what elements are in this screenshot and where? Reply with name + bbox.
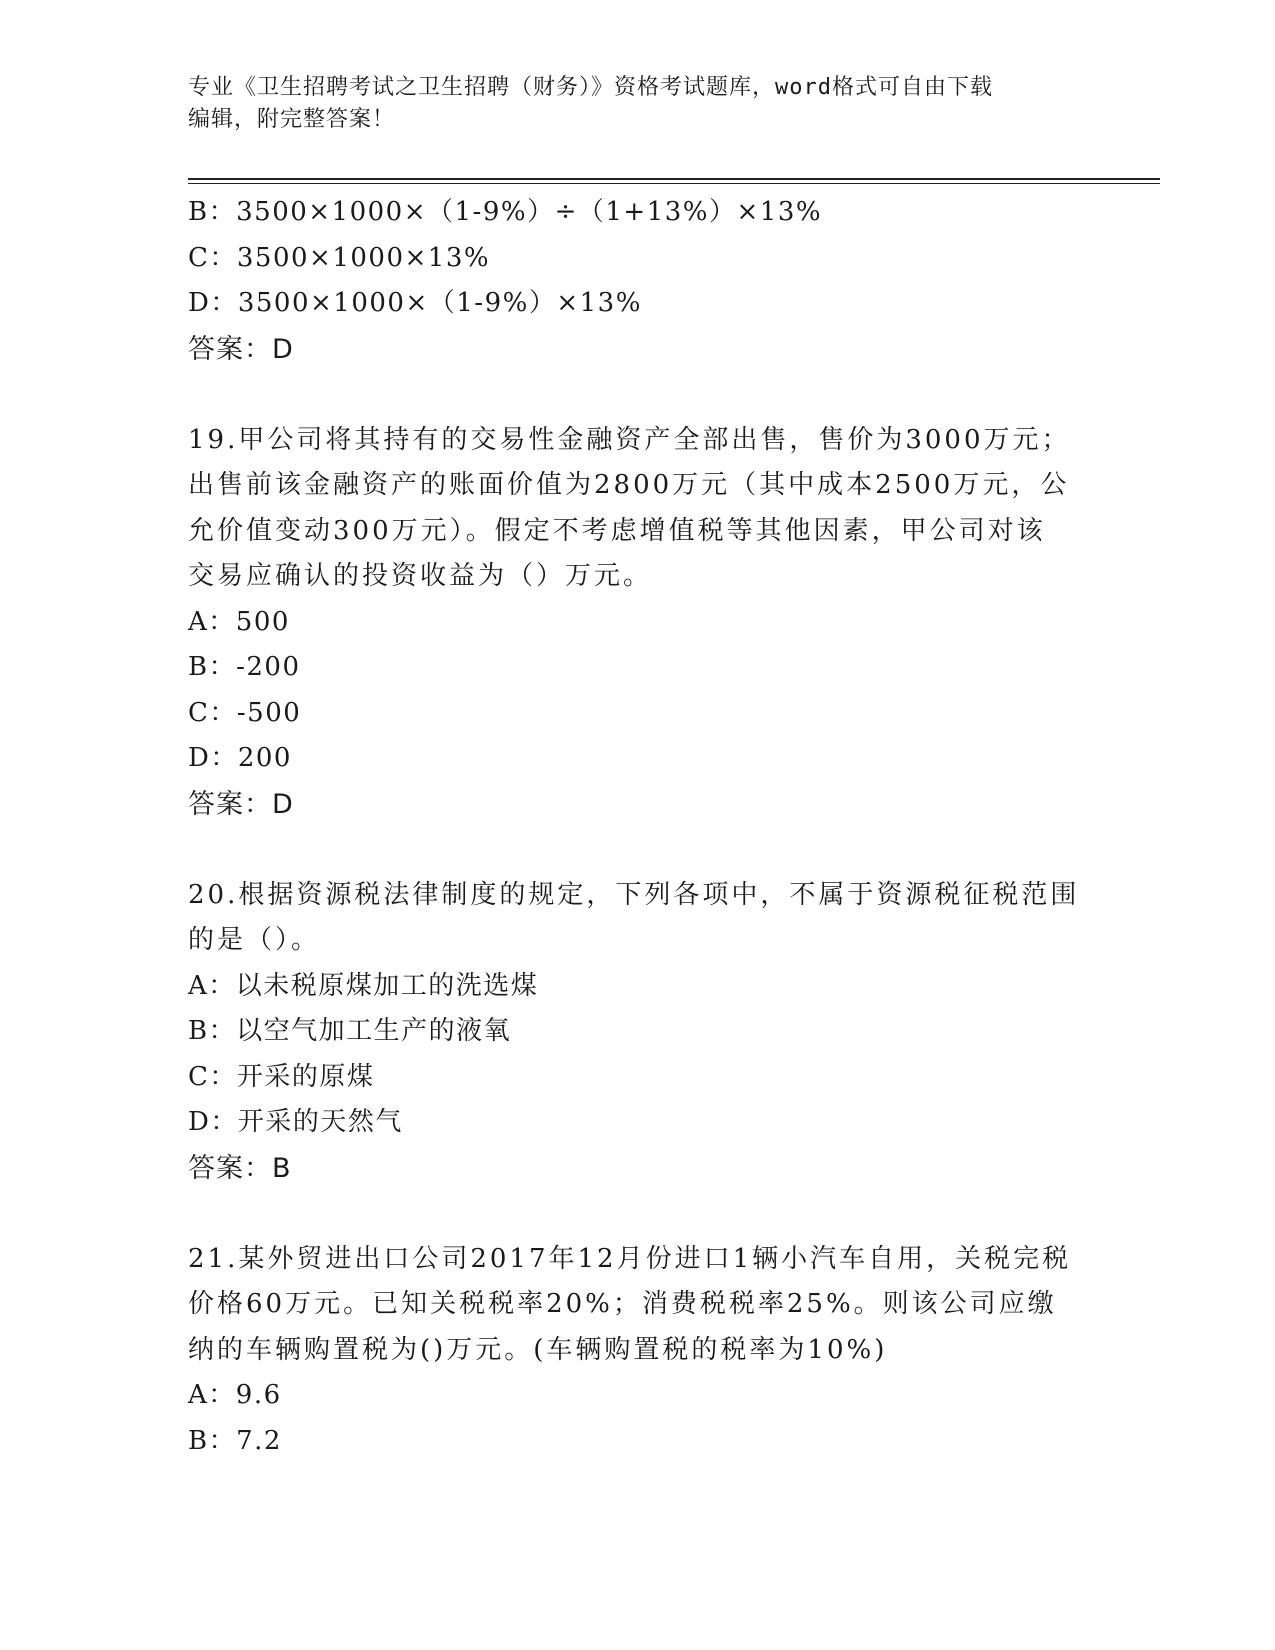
answer-line: 答案：D (188, 788, 294, 820)
answer-line: 答案：D (188, 333, 294, 365)
question-20-block (188, 873, 1088, 1192)
header-rule-thin (188, 183, 1160, 184)
option-d: D：200 (188, 743, 292, 773)
document-header (188, 72, 1068, 136)
answer-line: 答案：B (188, 1152, 292, 1184)
prev-question-block (188, 190, 1088, 372)
question-text-line: 纳的车辆购置税为()万元。(车辆购置税的税率为10%) (188, 1334, 888, 1365)
option-d: D：开采的天然气 (188, 1107, 403, 1137)
option-b: B：3500×1000×（1-9%）÷（1+13%）×13% (188, 197, 823, 227)
option-b: B：以空气加工生产的液氧 (188, 1016, 512, 1046)
question-text-line: 交易应确认的投资收益为（）万元。 (188, 561, 653, 591)
option-b: B：7.2 (188, 1425, 282, 1456)
option-c: C：-500 (188, 697, 302, 728)
question-text-line: 允价值变动300万元）。假定不考虑增值税等其他因素，甲公司对该 (188, 515, 1046, 546)
question-text-line: 出售前该金融资产的账面价值为2800万元（其中成本2500万元，公 (188, 470, 1070, 500)
header-line-2: 编辑，附完整答案！ (188, 107, 396, 132)
question-text-line: 的是（）。 (188, 925, 321, 955)
option-a: A：500 (188, 606, 290, 637)
option-a: A：以未税原煤加工的洗选煤 (188, 970, 539, 1001)
option-d: D：3500×1000×（1-9%）×13% (188, 288, 642, 318)
option-c: C：开采的原煤 (188, 1061, 375, 1092)
header-rule-thick (188, 178, 1160, 180)
question-content (188, 190, 1088, 1464)
question-text-line: 21.某外贸进出口公司2017年12月份进口1辆小汽车自用，关税完税 (188, 1243, 1072, 1274)
option-a: A：9.6 (188, 1380, 282, 1410)
option-c: C：3500×1000×13% (188, 242, 491, 273)
option-b: B：-200 (188, 652, 301, 682)
question-text-line: 19.甲公司将其持有的交易性金融资产全部出售，售价为3000万元； (188, 424, 1071, 455)
question-21-block (188, 1237, 1088, 1465)
header-line-1: 专业《卫生招聘考试之卫生招聘（财务）》资格考试题库，word格式可自由下载 (188, 75, 993, 100)
question-text-line: 价格60万元。已知关税税率20%；消费税税率25%。则该公司应缴 (188, 1289, 1057, 1319)
question-text-line: 20.根据资源税法律制度的规定，下列各项中，不属于资源税征税范围 (188, 879, 1080, 910)
question-19-block (188, 418, 1088, 828)
